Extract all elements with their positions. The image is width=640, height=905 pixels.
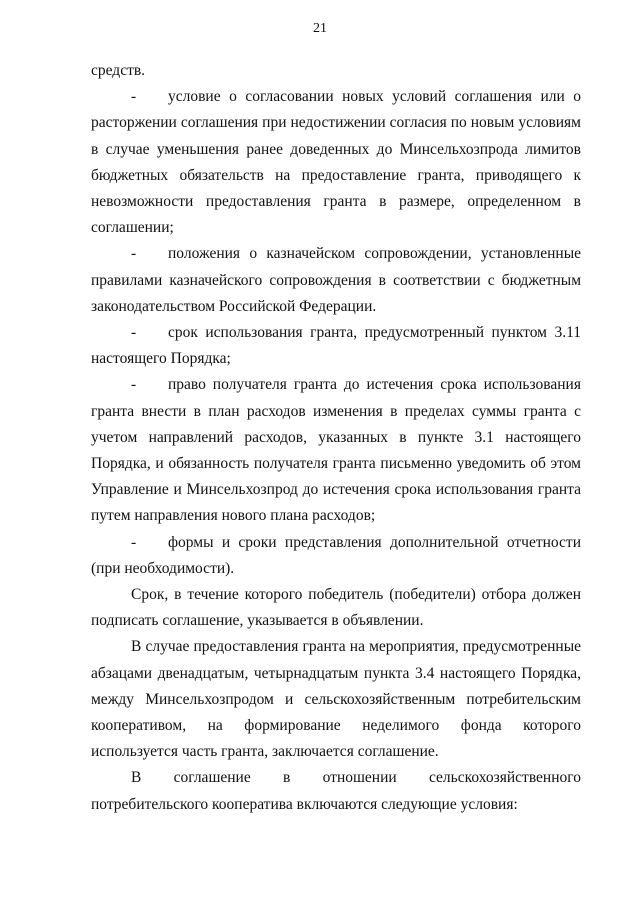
list-dash: -: [131, 533, 137, 551]
list-item-text: положения о казначейском сопровождении, установленные правилами казначейского сопровождения в соответствии с бюджетным законодательством Российской Федерации.: [91, 245, 581, 315]
list-item: [91, 84, 581, 241]
paragraph-continuation: средств.: [91, 62, 146, 79]
list-item-text: условие о согласовании новых условий соглашения или о расторжении соглашения при недостижении согласия по новым условиям в случае уменьшения ранее доведенных до Минсельхозпрода лимитов бюджетных обязательств на предоставление гранта, приводящего к невозможности предоставления гранта в размере, определенном в соглашении;: [91, 88, 581, 237]
list-dash: -: [131, 376, 137, 394]
list-item-text: право получателя гранта до истечения срока использования гранта внести в план расходов изменения в пределах суммы гранта с учетом направлений расходов, указанных в пункте 3.1 настоящего Порядка, и обязанность получателя гранта письменно уведомить об этом Управление и Минсельхозпрод до истечения срока использования гранта путем направления нового плана расходов;: [91, 376, 581, 525]
paragraph: В случае предоставления гранта на мероприятия, предусмотренные абзацами двенадцатым, четырнадцатым пункта 3.4 настоящего Порядка, между Минсельхозпродом и сельскохозяйственным потребительским кооперативом, на формирование неделимого фонда которого используется часть гранта, заключается соглашение.: [91, 638, 581, 761]
list-dash: -: [131, 88, 137, 106]
list-item: [91, 372, 581, 529]
page-number: 21: [313, 21, 327, 36]
list-item: [91, 530, 581, 582]
list-item: [91, 241, 581, 320]
list-dash: -: [131, 324, 137, 342]
paragraph: Срок, в течение которого победитель (победители) отбора должен подписать соглашение, указывается в объявлении.: [91, 586, 581, 630]
list-dash: -: [131, 245, 137, 263]
list-item-text: формы и сроки представления дополнительной отчетности (при необходимости).: [91, 533, 581, 577]
list-item-text: срок использования гранта, предусмотренный пунктом 3.11 настоящего Порядка;: [91, 324, 581, 368]
paragraph: В соглашение в отношении сельскохозяйственного потребительского кооператива включаются следующие условия:: [91, 769, 581, 813]
document-body: [91, 58, 581, 818]
list-item: [91, 320, 581, 372]
